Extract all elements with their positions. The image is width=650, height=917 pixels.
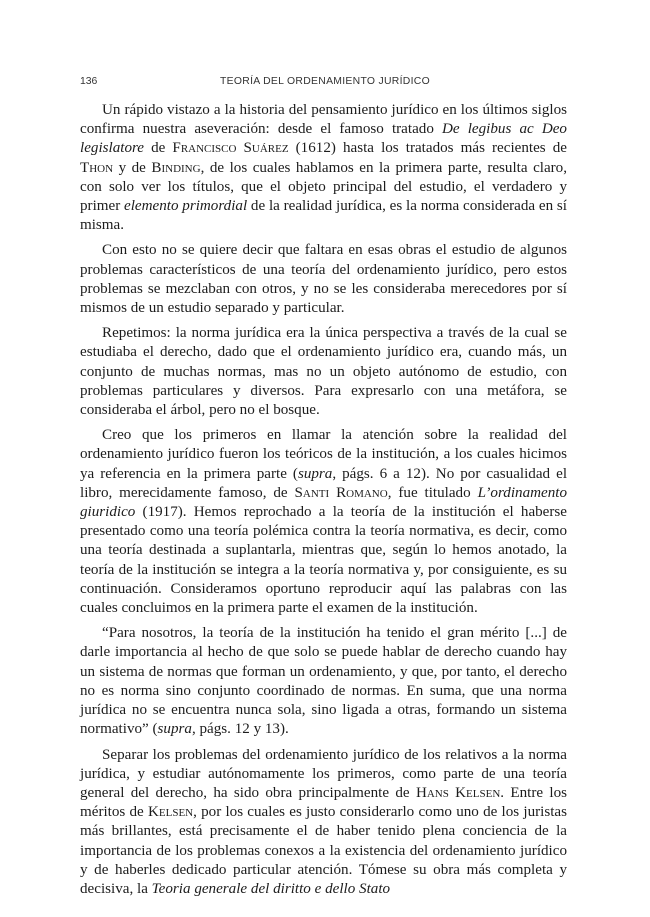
author-name: Binding (151, 159, 201, 176)
paragraph (80, 101, 567, 235)
text-run: , por los cuales es justo considerarlo como uno de los juristas más brillantes, está precisamente el de haber tenido plena conciencia de la importancia de los problemas conexos a la existencia del ordenamiento jurídico y de haberles dedicado particular atención. Tómese su obra más completa y decisiva, la (80, 804, 567, 897)
paragraph (80, 746, 567, 900)
italic-text: elemento primordial (124, 198, 248, 215)
text-run: (1917). Hemos reprochado a la teoría de la institución el haberse presentado como una teoría polémica contra la teoría normativa, es decir, como una teoría destinada a suplantarla, mientras que, según lo hemos anotado, la teoría de la institución se integra a la teoría normativa y, por consiguiente, es su continuación. Consideramos oportuno reproducir aquí las palabras con las cuales concluimos en la primera parte el examen de la institución. (80, 504, 567, 617)
page-number: 136 (80, 76, 98, 87)
text-run: , págs. 12 y 13). (191, 721, 289, 738)
author-name: Kelsen (147, 804, 194, 821)
author-name: Thon (80, 159, 114, 176)
paragraph (80, 241, 567, 318)
author-name: Hans Kelsen (415, 784, 501, 801)
text-run: . Entre los méritos de (80, 784, 567, 821)
paragraph (80, 324, 567, 420)
text-run: (1612) hasta los tratados más recientes de (288, 140, 567, 157)
text-run: Creo que los primeros en llamar la atención sobre la realidad del ordenamiento jurídico fueron los teóricos de la institución, a los cuales hicimos ya referencia en la primera parte ( (80, 427, 567, 482)
italic-text: L’ordinamento giuridico (80, 484, 568, 521)
italic-text: De legibus ac Deo legislatore (80, 121, 567, 157)
page-header (80, 76, 570, 90)
paragraph (80, 426, 567, 618)
author-name: Santi Romano (294, 484, 388, 501)
text-run: , de los cuales hablamos en la primera parte, resulta claro, con solo ver los títulos, que el objeto principal del estudio, el verdadero y primer (80, 159, 568, 215)
paragraph (80, 624, 567, 739)
text-run: de la realidad jurídica, es la norma considerada en sí misma. (80, 198, 567, 234)
text-run: , págs. 6 a 12). No por casualidad el libro, merecidamente famoso, de (80, 465, 568, 501)
text-run: , fue titulado (387, 484, 478, 501)
text-run: y de (113, 159, 152, 176)
text-run: Un rápido vistazo a la historia del pensamiento jurídico en los últimos siglos confirma nuestra aseveración: desde el famoso tratado (80, 102, 567, 138)
text-run: Separar los problemas del ordenamiento jurídico de los relativos a la norma jurídica, y estudiar autónomamente los primeros, como parte de una teoría general del derecho, ha sido obra principalmente de (80, 746, 567, 801)
body-text (80, 101, 567, 905)
text-run: de (144, 140, 173, 157)
text-run: Repetimos: la norma jurídica era la única perspectiva a través de la cual se estudiaba el derecho, dado que el ordenamiento jurídico era, cuando más, un conjunto de muchas normas, mas no un objeto autónomo de estudio, con problemas particulares y diversos. Para expresarlo con una metáfora, se consideraba el árbol, pero no el bosque. (80, 325, 567, 419)
text-run: Con esto no se quiere decir que faltara en esas obras el estudio de algunos problemas característicos de una teoría del ordenamiento jurídico, pero estos problemas se mezclaban con otros, y no se les consideraba merecedores por sí mismos de un estudio separado y particular. (80, 242, 567, 317)
running-title: TEORÍA DEL ORDENAMIENTO JURÍDICO (220, 76, 430, 87)
author-name: Francisco Suárez (172, 140, 289, 157)
italic-text: Teoria generale del diritto e dello Stato (151, 880, 391, 897)
italic-text: supra (297, 465, 333, 482)
text-run: “Para nosotros, la teoría de la institución ha tenido el gran mérito [...] de darle importancia al hecho de que solo se puede hablar de derecho cuando hay un sistema de normas que forman un ordenamiento, y que, por tanto, el derecho no es norma sino conjunto coordinado de normas. En suma, que una norma jurídica no se encuentra nunca sola, sino ligada a otras, formando un sistema normativo” ( (80, 625, 567, 738)
italic-text: supra (157, 721, 192, 738)
